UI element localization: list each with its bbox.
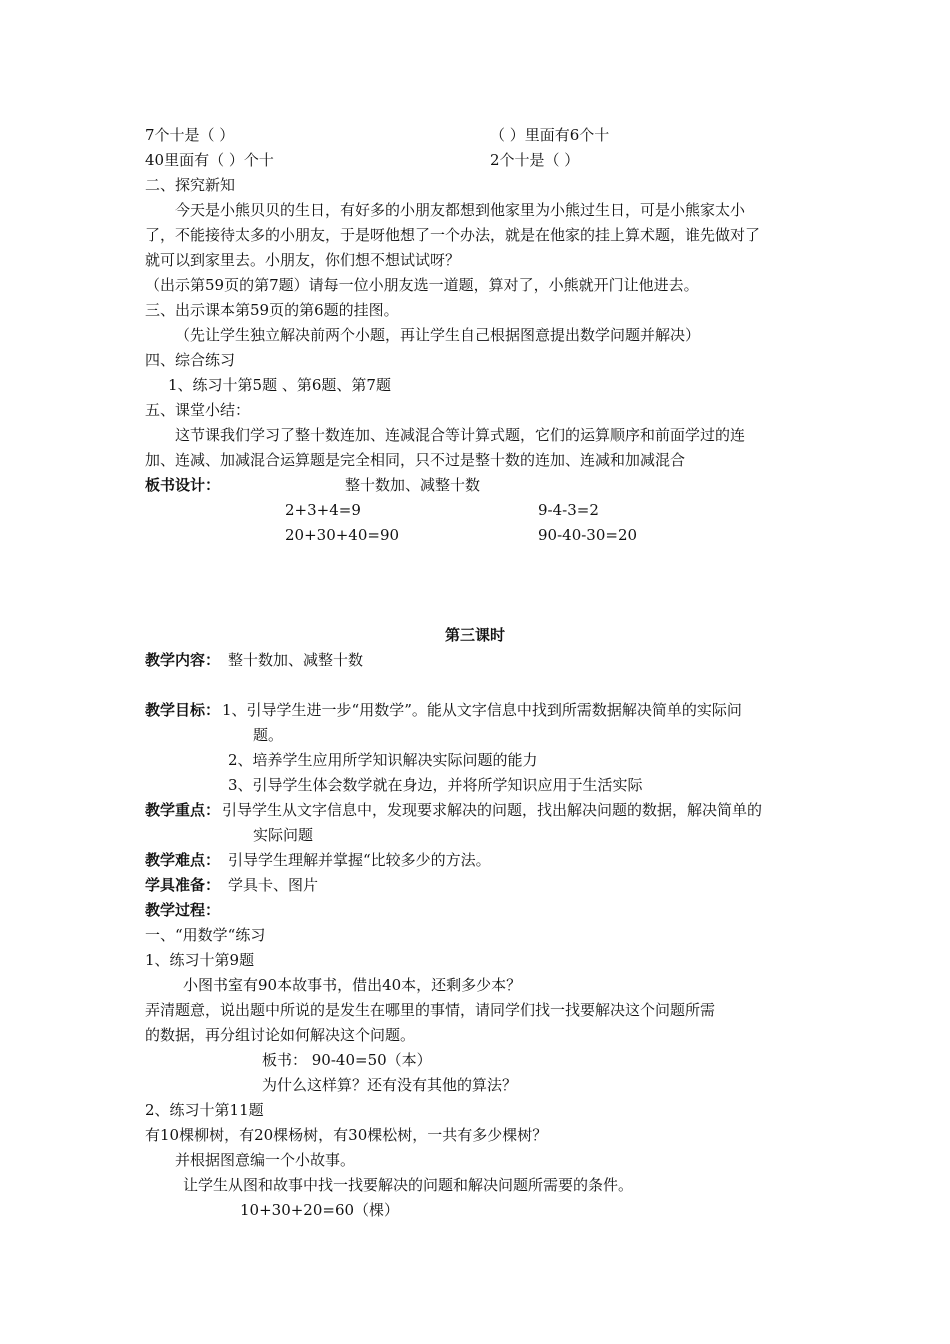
goal-line: 题。 [253, 726, 284, 744]
key-line: 实际问题 [253, 826, 314, 844]
process-label: 教学过程： [145, 901, 221, 919]
tools-value: 学具卡、图片 [228, 876, 319, 894]
paragraph-line: 今天是小熊贝贝的生日，有好多的小朋友都想到他家里为小熊过生日，可是小熊家太小 [175, 201, 746, 219]
exercise-equation: 10+30+20=60（棵） [240, 1201, 400, 1219]
practice-line: 1、练习十第5题 、第6题、第7题 [168, 376, 391, 394]
note-line: （先让学生独立解决前两个小题，再让学生自己根据图意提出数学问题并解决） [175, 326, 701, 344]
fill-blank-3: 40里面有（ ）个十 [145, 151, 274, 169]
paragraph-line: 就可以到家里去。小朋友，你们想不想试试呀？ [145, 251, 461, 269]
goal-line: 3、引导学生体会数学就在身边，并将所学知识应用于生活实际 [228, 776, 643, 794]
exercise-question: 小图书室有90本故事书，借出40本，还剩多少本？ [183, 976, 522, 994]
difficulty-label: 教学难点： [145, 851, 221, 869]
fill-blank-4: 2个十是（ ） [490, 151, 580, 169]
heading-wallchart: 三、出示课本第59页的第6题的挂图。 [145, 301, 399, 319]
fill-blank-1: 7个十是（ ） [145, 126, 235, 144]
exercise-board: 板书： 90-40=50（本） [262, 1051, 432, 1069]
key-line: 引导学生从文字信息中，发现要求解决的问题，找出解决问题的数据，解决简单的 [222, 801, 763, 819]
content-value: 整十数加、减整十数 [228, 651, 364, 669]
summary-line: 这节课我们学习了整十数连加、连减混合等计算式题，它们的运算顺序和前面学过的连 [175, 426, 746, 444]
board-label: 板书设计： [145, 476, 221, 494]
summary-line: 加、连减、加减混合运算题是完全相同，只不过是整十数的连加、连减和加减混合 [145, 451, 686, 469]
lesson-title: 第三课时 [444, 626, 505, 644]
fill-blank-2: （ ）里面有6个十 [490, 126, 610, 144]
board-title: 整十数加、减整十数 [345, 476, 481, 494]
paragraph-line: 了，不能接待太多的小朋友，于是呀他想了一个办法，就是在他家的挂上算术题，谁先做对了 [145, 226, 761, 244]
exercise-line: 弄清题意，说出题中所说的是发生在哪里的事情，请同学们找一找要解决这个问题所需 [145, 1001, 716, 1019]
key-label: 教学重点： [145, 801, 221, 819]
board-equation: 20+30+40=90 [285, 526, 400, 544]
heading-practice: 四、综合练习 [145, 351, 236, 369]
exercise-heading: 2、练习十第11题 [145, 1101, 264, 1119]
tools-label: 学具准备： [145, 876, 221, 894]
board-equation: 90-40-30=20 [538, 526, 638, 544]
exercise-line: 的数据，再分组讨论如何解决这个问题。 [145, 1026, 416, 1044]
goals-label: 教学目标： [145, 701, 221, 719]
heading-summary: 五、课堂小结： [145, 401, 251, 419]
board-equation: 2+3+4=9 [285, 501, 361, 519]
board-equation: 9-4-3=2 [538, 501, 599, 519]
goal-line: 2、培养学生应用所学知识解决实际问题的能力 [228, 751, 538, 769]
content-label: 教学内容： [145, 651, 221, 669]
part-heading: 一、“用数学“练习 [145, 926, 266, 944]
exercise-heading: 1、练习十第9题 [145, 951, 255, 969]
exercise-ask: 为什么这样算？还有没有其他的算法？ [262, 1076, 518, 1094]
paragraph-line: （出示第59页的第7题）请每一位小朋友选一道题，算对了，小熊就开门让他进去。 [145, 276, 699, 294]
exercise-question: 有10棵柳树，有20棵杨树，有30棵松树，一共有多少棵树？ [145, 1126, 548, 1144]
heading-explore: 二、探究新知 [145, 176, 236, 194]
difficulty-value: 引导学生理解并掌握“比较多少的方法。 [228, 851, 491, 869]
exercise-line: 让学生从图和故事中找一找要解决的问题和解决问题所需要的条件。 [183, 1176, 634, 1194]
goal-line: 1、引导学生进一步“用数学”。能从文字信息中找到所需数据解决简单的实际问 [222, 701, 742, 719]
exercise-line: 并根据图意编一个小故事。 [175, 1151, 356, 1169]
